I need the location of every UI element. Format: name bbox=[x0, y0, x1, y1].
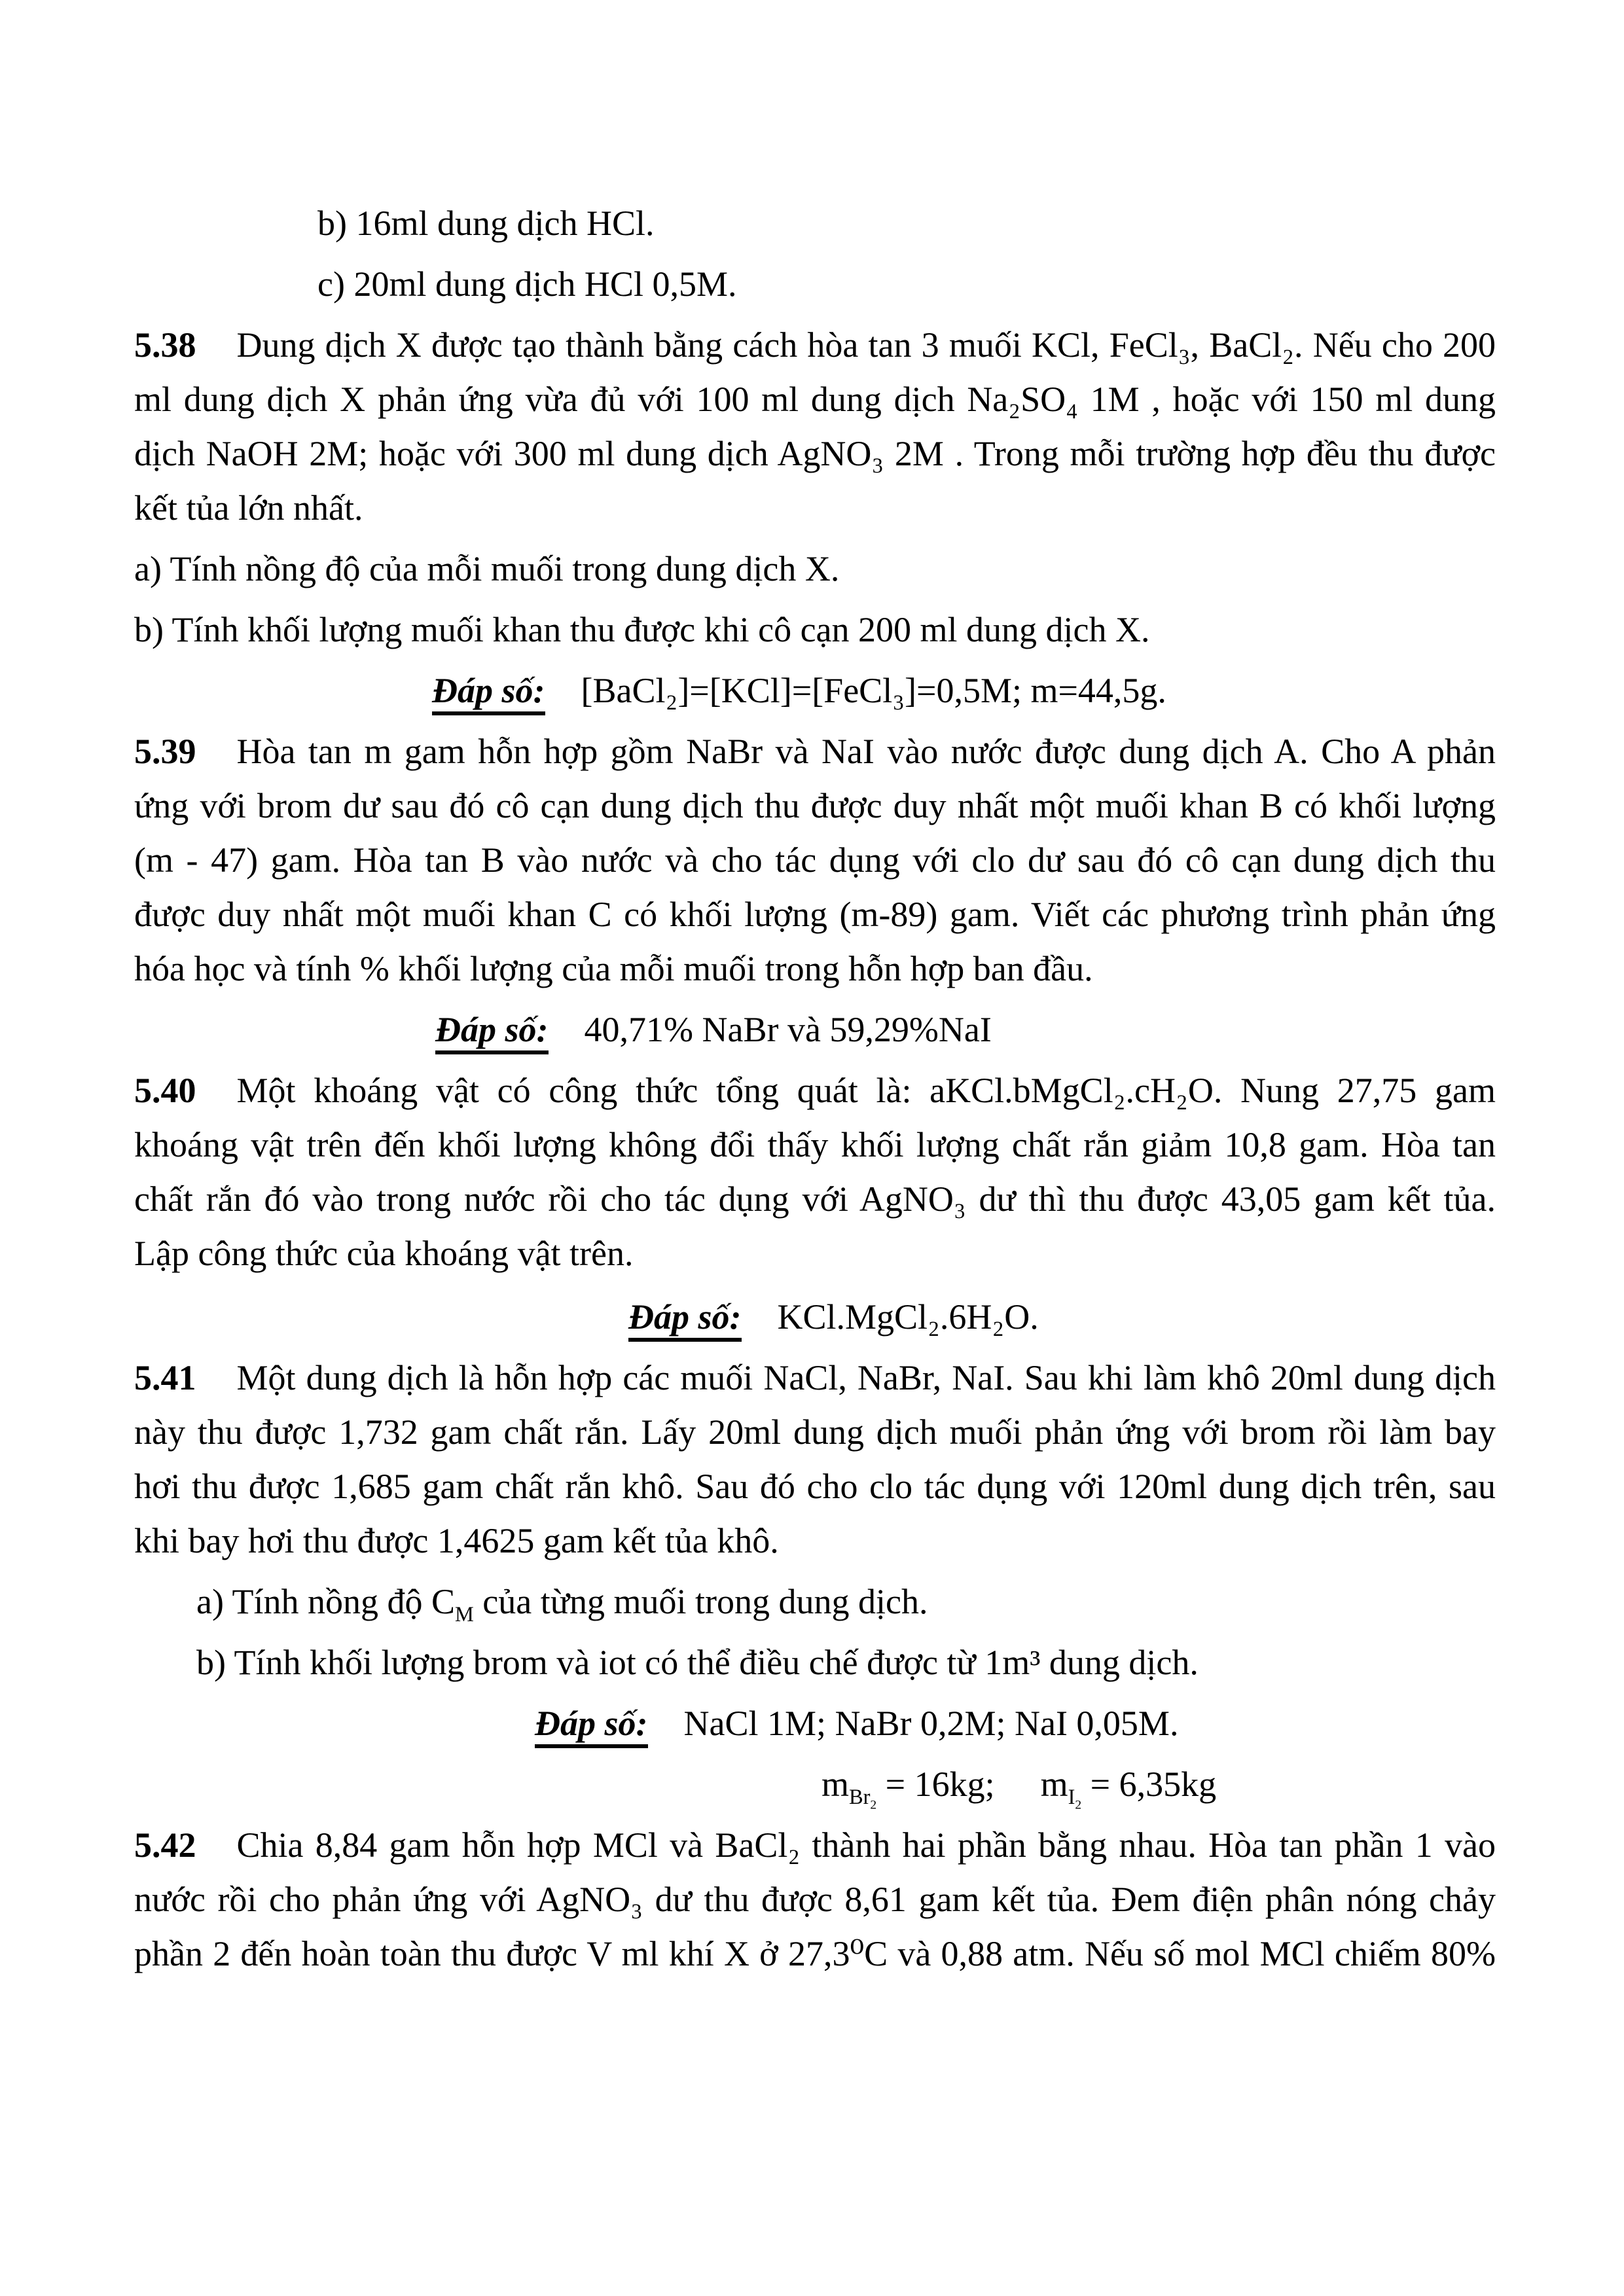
intro-item-b bbox=[134, 196, 1496, 251]
answer-5-38-text: [BaCl₂]=[KCl]=[FeCl₃]=0,5M; m=44,5g. bbox=[581, 671, 1166, 710]
mass-symbol: m bbox=[821, 1765, 850, 1804]
iodine-index: 2 bbox=[1075, 1798, 1082, 1812]
answer-5-40-text: KCl.MgCl₂.6H₂O. bbox=[777, 1297, 1039, 1336]
problem-5-39 bbox=[134, 725, 1496, 996]
answer-5-41-text: NaCl 1M; NaBr 0,2M; NaI 0,05M. bbox=[683, 1704, 1179, 1743]
problem-5-40-line-3: chất rắn đó vào trong nước rồi cho tác dụng với AgNO₃ dư thì thu được 43,05 gam kết tủa. bbox=[134, 1179, 1496, 1219]
mass-of-iodine-formula bbox=[1040, 1765, 1217, 1812]
problem-5-41-item-b: b) Tính khối lượng brom và iot có thể điều chế được từ 1m³ dung dịch. bbox=[196, 1643, 1199, 1682]
problem-5-41-number: 5.41 bbox=[134, 1358, 196, 1397]
answer-5-41-mass-formula bbox=[134, 1757, 1496, 1812]
intro-item-b-text: b) 16ml dung dịch HCl. bbox=[317, 204, 655, 243]
problem-5-40-line-2: khoáng vật trên đến khối lượng không đổi thấy khối lượng chất rắn giảm 10,8 gam. Hòa tan bbox=[134, 1125, 1496, 1164]
problem-5-38-number: 5.38 bbox=[134, 325, 196, 365]
answer-5-41 bbox=[134, 1696, 1496, 1751]
problem-5-39-line-3: (m - 47) gam. Hòa tan B vào nước và cho tác dụng với clo dư sau đó cô cạn dung dịch thu bbox=[134, 840, 1496, 880]
problem-5-38-line-2: ml dung dịch X phản ứng vừa đủ với 100 ml dung dịch Na₂SO₄ 1M , hoặc với 150 ml dung bbox=[134, 380, 1496, 419]
problem-5-39-line-4: được duy nhất một muối khan C có khối lượng (m-89) gam. Viết các phương trình phản ứng bbox=[134, 895, 1496, 934]
problem-5-39-text-1: Hòa tan m gam hỗn hợp gồm NaBr và NaI vào nước được dung dịch A. Cho A phản bbox=[236, 732, 1496, 771]
problem-5-39-line-1 bbox=[134, 725, 1496, 779]
problem-5-40-text-1: Một khoáng vật có công thức tổng quát là: aKCl.bMgCl₂.cH₂O. Nung 27,75 gam bbox=[236, 1071, 1496, 1110]
problem-5-40-line-1 bbox=[134, 1064, 1496, 1118]
problem-5-42-line-3: phần 2 đến hoàn toàn thu được V ml khí X ở 27,3⁰C và 0,88 atm. Nếu số mol MCl chiếm 80% bbox=[134, 1934, 1496, 1973]
answer-5-39-text: 40,71% NaBr và 59,29%NaI bbox=[584, 1010, 992, 1049]
problem-5-42-number: 5.42 bbox=[134, 1825, 196, 1865]
problem-5-41-line-4: khi bay hơi thu được 1,4625 gam kết tủa khô. bbox=[134, 1521, 779, 1560]
answer-5-38 bbox=[134, 664, 1496, 718]
mass-of-bromine-formula bbox=[821, 1765, 995, 1812]
problem-5-41-item-a-post: của từng muối trong dung dịch. bbox=[473, 1582, 928, 1621]
iodine-mass-value: = 6,35kg bbox=[1090, 1765, 1217, 1804]
problem-5-41-text-1: Một dung dịch là hỗn hợp các muối NaCl, NaBr, NaI. Sau khi làm khô 20ml dung dịch bbox=[236, 1358, 1496, 1397]
answer-5-40-label: Đáp số: bbox=[628, 1299, 742, 1342]
intro-item-c bbox=[134, 257, 1496, 312]
bromine-subscript bbox=[849, 1785, 877, 1812]
problem-5-38-line-4: kết tủa lớn nhất. bbox=[134, 488, 363, 528]
iodine-symbol: I bbox=[1068, 1785, 1075, 1809]
problem-5-40-number: 5.40 bbox=[134, 1071, 196, 1110]
problem-5-41 bbox=[134, 1351, 1496, 1568]
answer-5-40 bbox=[134, 1290, 1496, 1344]
problem-5-40-line-4: Lập công thức của khoáng vật trên. bbox=[134, 1234, 634, 1273]
problem-5-40 bbox=[134, 1064, 1496, 1281]
bromine-symbol: Br bbox=[849, 1785, 871, 1809]
answer-5-39-label: Đáp số: bbox=[435, 1011, 549, 1054]
answer-5-41-label: Đáp số: bbox=[535, 1705, 648, 1748]
problem-5-41-item-a bbox=[134, 1575, 1496, 1629]
problem-5-39-line-2: ứng với brom dư sau đó cô cạn dung dịch thu được duy nhất một muối khan B có khối lượng bbox=[134, 786, 1496, 825]
mass-symbol: m bbox=[1040, 1765, 1068, 1804]
answer-5-38-label: Đáp số: bbox=[432, 672, 545, 715]
bromine-index: 2 bbox=[870, 1798, 877, 1812]
problem-5-42-line-1 bbox=[134, 1818, 1496, 1873]
problem-5-42-line-2: nước rồi cho phản ứng với AgNO₃ dư thu được 8,61 gam kết tủa. Đem điện phân nóng chảy bbox=[134, 1880, 1496, 1919]
iodine-subscript bbox=[1068, 1785, 1082, 1812]
problem-5-39-number: 5.39 bbox=[134, 732, 196, 771]
bromine-mass-value: = 16kg; bbox=[885, 1765, 995, 1804]
problem-5-41-line-2: này thu được 1,732 gam chất rắn. Lấy 20ml dung dịch muối phản ứng với brom rồi làm bay bbox=[134, 1412, 1496, 1452]
problem-5-38-item-b: b) Tính khối lượng muối khan thu được khi cô cạn 200 ml dung dịch X. bbox=[134, 610, 1150, 649]
problem-5-41-line-3: hơi thu được 1,685 gam chất rắn khô. Sau đó cho clo tác dụng với 120ml dung dịch trên, sau bbox=[134, 1467, 1496, 1506]
problem-5-41-line-1 bbox=[134, 1351, 1496, 1405]
problem-5-42 bbox=[134, 1818, 1496, 1981]
problem-5-38-item-a: a) Tính nồng độ của mỗi muối trong dung dịch X. bbox=[134, 549, 840, 588]
problem-5-39-line-5: hóa học và tính % khối lượng của mỗi muối trong hỗn hợp ban đầu. bbox=[134, 949, 1093, 988]
problem-5-38 bbox=[134, 318, 1496, 535]
problem-5-38-line-1 bbox=[134, 318, 1496, 372]
intro-item-c-text: c) 20ml dung dịch HCl 0,5M. bbox=[317, 264, 737, 304]
answer-5-39 bbox=[134, 1003, 1496, 1057]
problem-5-41-item-a-subscript: M bbox=[454, 1602, 474, 1626]
problem-5-38-line-3: dịch NaOH 2M; hoặc với 300 ml dung dịch AgNO₃ 2M . Trong mỗi trường hợp đều thu được bbox=[134, 434, 1496, 473]
problem-5-38-text-1: Dung dịch X được tạo thành bằng cách hòa tan 3 muối KCl, FeCl₃, BaCl₂. Nếu cho 200 bbox=[236, 325, 1496, 365]
problem-5-41-item-a-pre: a) Tính nồng độ C bbox=[196, 1582, 455, 1621]
problem-5-42-text-1: Chia 8,84 gam hỗn hợp MCl và BaCl₂ thành hai phần bằng nhau. Hòa tan phần 1 vào bbox=[236, 1825, 1496, 1865]
